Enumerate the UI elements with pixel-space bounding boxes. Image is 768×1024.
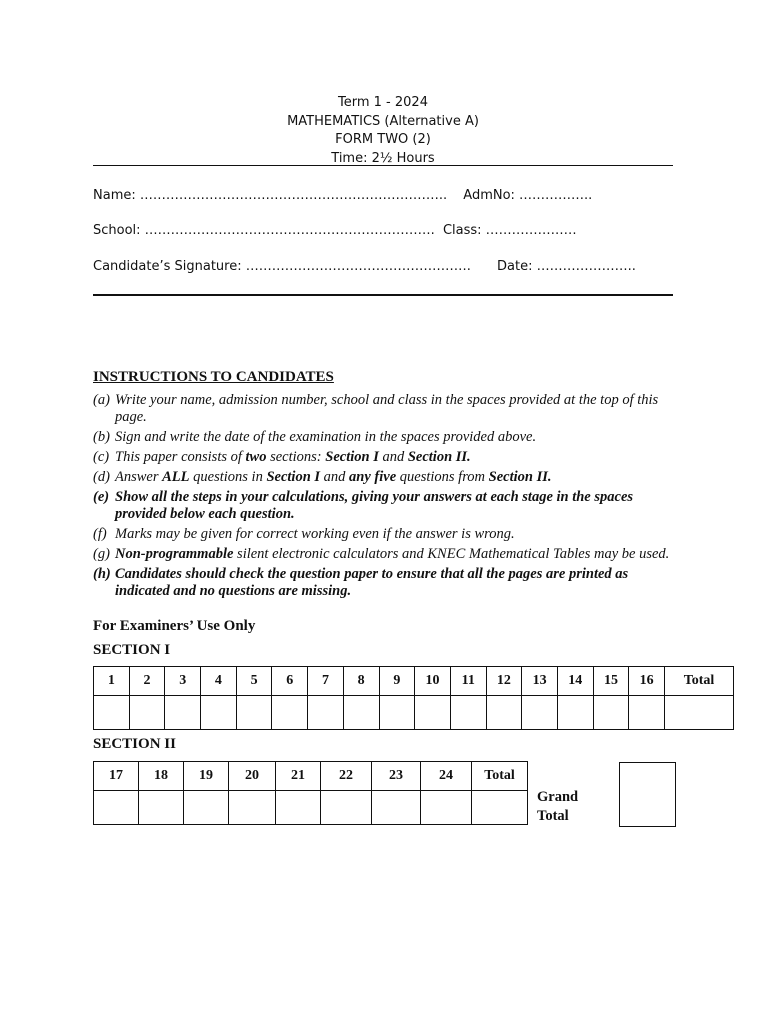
score-cell[interactable] [629, 696, 665, 730]
signature-field[interactable]: Candidate’s Signature: ……………………………………………. [93, 259, 471, 274]
exam-header [93, 94, 673, 168]
name-field[interactable]: Name: …………………………………………………………….. [93, 188, 448, 203]
column-header: 20 [229, 762, 276, 791]
score-cell[interactable] [236, 696, 272, 730]
score-cell[interactable] [139, 791, 184, 825]
column-header: 8 [343, 667, 379, 696]
signature-row [93, 259, 636, 274]
score-cell[interactable] [665, 696, 734, 730]
instruction-item: (a) Write your name, admission number, school and class in the spaces provided at the top of this page. [93, 392, 659, 425]
score-cell[interactable] [276, 791, 321, 825]
instructions-list [93, 392, 678, 603]
column-header: 17 [94, 762, 139, 791]
table-score-row [94, 696, 734, 730]
column-header: 21 [276, 762, 321, 791]
score-cell[interactable] [201, 696, 237, 730]
section1-marks-table [93, 666, 734, 730]
examiners-heading: For Examiners’ Use Only [93, 618, 256, 634]
score-cell[interactable] [379, 696, 415, 730]
term-line: Term 1 - 2024 [338, 95, 428, 110]
instruction-item: (f) Marks may be given for correct working even if the answer is wrong. [93, 526, 515, 542]
table-header-row [94, 762, 528, 791]
score-cell[interactable] [522, 696, 558, 730]
column-header: 13 [522, 667, 558, 696]
score-cell[interactable] [308, 696, 344, 730]
column-header: 14 [557, 667, 593, 696]
name-row [93, 188, 592, 203]
column-header: Total [665, 667, 734, 696]
table-header-row [94, 667, 734, 696]
column-header: 24 [421, 762, 472, 791]
score-cell[interactable] [321, 791, 372, 825]
score-cell[interactable] [94, 791, 139, 825]
column-header: 11 [450, 667, 486, 696]
score-cell[interactable] [343, 696, 379, 730]
score-cell[interactable] [129, 696, 165, 730]
column-header: 2 [129, 667, 165, 696]
score-cell[interactable] [450, 696, 486, 730]
instruction-item: (e) Show all the steps in your calculations, giving your answers at each stage in the spaces provided below each question. [93, 489, 634, 522]
instruction-item: (d) Answer ALL questions in Section I and any five questions from Section II. [93, 469, 552, 485]
score-cell[interactable] [557, 696, 593, 730]
instruction-item: (h) Candidates should check the question paper to ensure that all the pages are printed as indicated and no questions are missing. [93, 566, 629, 599]
section2-title: SECTION II [93, 736, 176, 752]
score-cell[interactable] [372, 791, 421, 825]
score-cell[interactable] [165, 696, 201, 730]
column-header: 5 [236, 667, 272, 696]
column-header: 18 [139, 762, 184, 791]
score-cell[interactable] [272, 696, 308, 730]
column-header: 23 [372, 762, 421, 791]
fields-divider [93, 294, 673, 296]
section2-marks-table [93, 761, 528, 825]
column-header: 6 [272, 667, 308, 696]
instruction-item: (b) Sign and write the date of the examination in the spaces provided above. [93, 429, 537, 445]
column-header: Total [472, 762, 528, 791]
score-cell[interactable] [184, 791, 229, 825]
header-divider [93, 165, 673, 166]
school-field[interactable]: School: …………………………………………………………. [93, 223, 435, 238]
admno-field[interactable]: AdmNo: …………….. [463, 188, 593, 203]
instruction-item: (c) This paper consists of two sections: Section I and Section II. [93, 449, 471, 465]
grand-total-label: Grand Total [537, 789, 579, 824]
class-field[interactable]: Class: ………………… [442, 223, 577, 238]
column-header: 10 [415, 667, 451, 696]
instructions-title: INSTRUCTIONS TO CANDIDATES [93, 369, 334, 385]
section1-title: SECTION I [93, 642, 171, 658]
column-header: 7 [308, 667, 344, 696]
column-header: 15 [593, 667, 629, 696]
score-cell[interactable] [593, 696, 629, 730]
column-header: 4 [201, 667, 237, 696]
form-line: FORM TWO (2) [335, 132, 431, 147]
grand-total-box[interactable] [619, 762, 676, 827]
instruction-item: (g) Non-programmable silent electronic calculators and KNEC Mathematical Tables may be used. [93, 546, 670, 562]
score-cell[interactable] [421, 791, 472, 825]
column-header: 19 [184, 762, 229, 791]
score-cell[interactable] [486, 696, 522, 730]
date-field[interactable]: Date: ………………….. [497, 259, 636, 274]
score-cell[interactable] [415, 696, 451, 730]
column-header: 9 [379, 667, 415, 696]
score-cell[interactable] [94, 696, 130, 730]
column-header: 12 [486, 667, 522, 696]
column-header: 3 [165, 667, 201, 696]
score-cell[interactable] [472, 791, 528, 825]
time-line: Time: 2½ Hours [331, 150, 435, 166]
subject-line: MATHEMATICS (Alternative A) [287, 113, 479, 129]
school-row [93, 223, 577, 238]
column-header: 16 [629, 667, 665, 696]
column-header: 1 [94, 667, 130, 696]
column-header: 22 [321, 762, 372, 791]
score-cell[interactable] [229, 791, 276, 825]
table-score-row [94, 791, 528, 825]
